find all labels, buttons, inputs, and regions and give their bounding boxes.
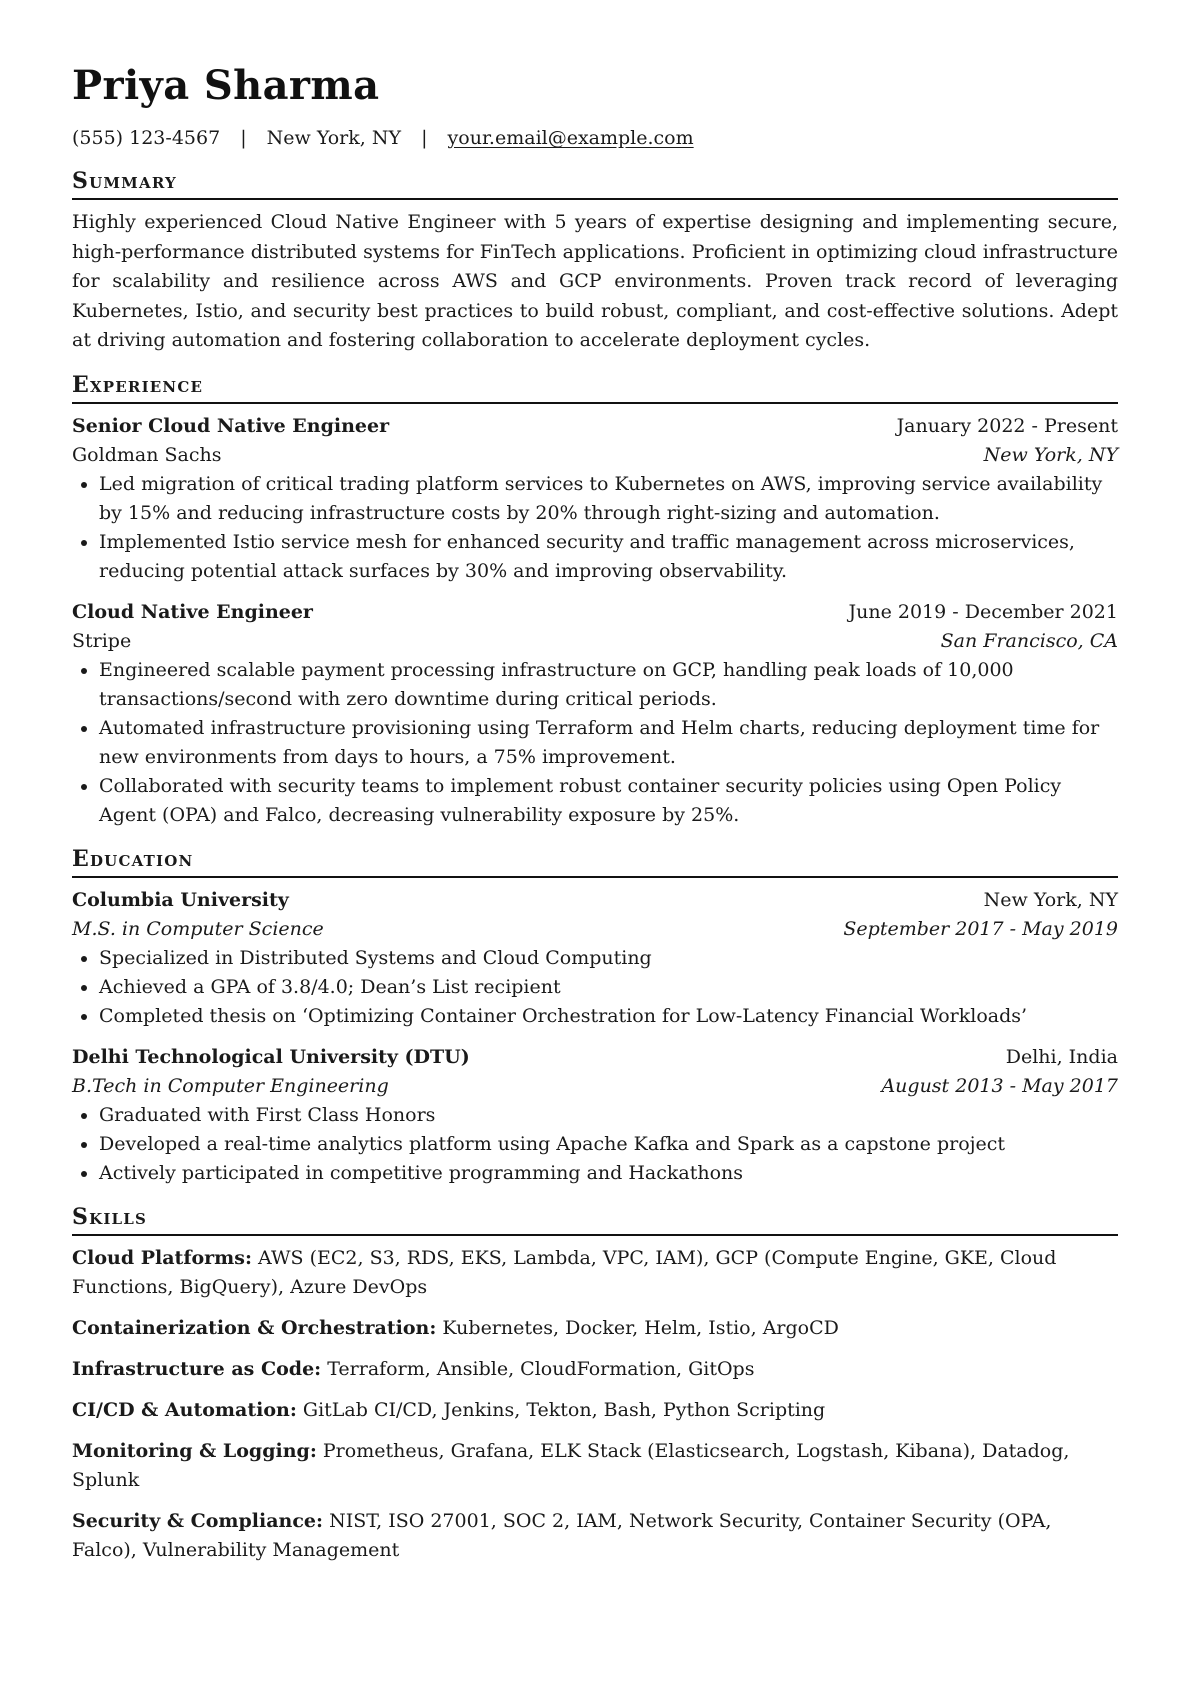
skill-group bbox=[72, 1507, 1118, 1565]
skill-value: GitLab CI/CD, Jenkins, Tekton, Bash, Python Scripting bbox=[302, 1398, 826, 1421]
skill-label: Security & Compliance: bbox=[72, 1509, 324, 1532]
list-item: • Developed a real-time analytics platform using Apache Kafka and Spark as a capstone project bbox=[99, 1130, 1118, 1159]
skill-value: Prometheus, Grafana, ELK Stack (Elasticsearch, Logstash, Kibana), Datadog, Splunk bbox=[72, 1439, 1070, 1491]
list-item: • Specialized in Distributed Systems and Cloud Computing bbox=[99, 944, 1118, 973]
school-name: Columbia University bbox=[72, 888, 289, 911]
summary-section bbox=[72, 166, 1118, 356]
skill-label: Cloud Platforms: bbox=[72, 1246, 252, 1269]
job-entry bbox=[72, 412, 1118, 586]
skill-group bbox=[72, 1314, 1118, 1343]
school-location: New York, NY bbox=[983, 888, 1118, 911]
list-item: • Graduated with First Class Honors bbox=[99, 1101, 1118, 1130]
section-title-experience: Experience bbox=[72, 370, 1118, 404]
skill-group bbox=[72, 1437, 1118, 1495]
job-entry bbox=[72, 598, 1118, 830]
skill-group bbox=[72, 1396, 1118, 1425]
list-item: • Actively participated in competitive programming and Hackathons bbox=[99, 1159, 1118, 1188]
section-title-education: Education bbox=[72, 844, 1118, 878]
skill-value: AWS (EC2, S3, RDS, EKS, Lambda, VPC, IAM), GCP (Compute Engine, GKE, Cloud Functions, BigQuery), Azure DevOps bbox=[72, 1246, 1057, 1298]
education-entry bbox=[72, 1043, 1118, 1188]
list-item: • Achieved a GPA of 3.8/4.0; Dean’s List recipient bbox=[99, 973, 1118, 1002]
section-title-skills: Skills bbox=[72, 1202, 1118, 1236]
contact-separator: | bbox=[240, 127, 247, 149]
job-role: Cloud Native Engineer bbox=[72, 600, 313, 623]
list-item: • Engineered scalable payment processing infrastructure on GCP, handling peak loads of 10,000 transactions/second with zero downtime during critical periods. bbox=[99, 656, 1118, 714]
list-item: • Led migration of critical trading platform services to Kubernetes on AWS, improving service availability by 15% and reducing infrastructure costs by 20% through right-sizing and automation. bbox=[99, 470, 1118, 528]
job-company: Goldman Sachs bbox=[72, 443, 222, 466]
list-item: • Collaborated with security teams to implement robust container security policies using Open Policy Agent (OPA) and Falco, decreasing vulnerability exposure by 25%. bbox=[99, 772, 1118, 830]
education-bullets bbox=[72, 944, 1118, 1031]
education-dates: September 2017 - May 2019 bbox=[843, 917, 1118, 940]
summary-text: Highly experienced Cloud Native Engineer with 5 years of expertise designing and implementing secure, high-performance distributed systems for FinTech applications. Proficient in optimizing cloud infrastructure for scalability and resilience across AWS and GCP environments. Proven track record of leveraging Kubernetes, Istio, and security best practices to build robust, compliant, and cost-effective solutions. Adept at driving automation and fostering collaboration to accelerate deployment cycles. bbox=[72, 211, 1118, 351]
skill-label: Containerization & Orchestration: bbox=[72, 1316, 437, 1339]
degree-name: M.S. in Computer Science bbox=[72, 917, 324, 940]
skill-value: NIST, ISO 27001, SOC 2, IAM, Network Security, Container Security (OPA, Falco), Vulnerability Management bbox=[72, 1509, 1052, 1561]
resume-header bbox=[72, 58, 1118, 152]
skill-label: Infrastructure as Code: bbox=[72, 1357, 322, 1380]
list-item: • Completed thesis on ‘Optimizing Container Orchestration for Low-Latency Financial Workloads’ bbox=[99, 1002, 1118, 1031]
resume-page bbox=[72, 58, 1118, 1577]
location-text: New York, NY bbox=[266, 127, 402, 149]
school-name: Delhi Technological University (DTU) bbox=[72, 1045, 470, 1068]
list-item: • Implemented Istio service mesh for enhanced security and traffic management across microservices, reducing potential attack surfaces by 30% and improving observability. bbox=[99, 528, 1118, 586]
education-dates: August 2013 - May 2017 bbox=[881, 1074, 1118, 1097]
degree-name: B.Tech in Computer Engineering bbox=[72, 1074, 389, 1097]
candidate-name: Priya Sharma bbox=[72, 62, 380, 109]
job-location: San Francisco, CA bbox=[940, 629, 1118, 652]
contact-line bbox=[72, 124, 1118, 152]
skill-label: CI/CD & Automation: bbox=[72, 1398, 297, 1421]
job-company: Stripe bbox=[72, 629, 132, 652]
skill-group bbox=[72, 1244, 1118, 1302]
job-bullets bbox=[72, 656, 1118, 830]
skills-section bbox=[72, 1202, 1118, 1565]
job-bullets bbox=[72, 470, 1118, 586]
skill-group bbox=[72, 1355, 1118, 1384]
job-location: New York, NY bbox=[983, 443, 1118, 466]
list-item: • Automated infrastructure provisioning using Terraform and Helm charts, reducing deployment time for new environments from days to hours, a 75% improvement. bbox=[99, 714, 1118, 772]
job-dates: June 2019 - December 2021 bbox=[848, 600, 1118, 623]
experience-section bbox=[72, 370, 1118, 830]
education-entry bbox=[72, 886, 1118, 1031]
contact-separator: | bbox=[421, 127, 428, 149]
section-title-summary: Summary bbox=[72, 166, 1118, 200]
phone-number: (555) 123-4567 bbox=[72, 127, 221, 149]
job-dates: January 2022 - Present bbox=[896, 414, 1118, 437]
skill-value: Kubernetes, Docker, Helm, Istio, ArgoCD bbox=[442, 1316, 839, 1339]
skill-label: Monitoring & Logging: bbox=[72, 1439, 317, 1462]
skill-value: Terraform, Ansible, CloudFormation, GitOps bbox=[327, 1357, 755, 1380]
education-bullets bbox=[72, 1101, 1118, 1188]
job-role: Senior Cloud Native Engineer bbox=[72, 414, 390, 437]
education-section bbox=[72, 844, 1118, 1188]
school-location: Delhi, India bbox=[1005, 1045, 1118, 1068]
email-link[interactable]: your.email@example.com bbox=[447, 127, 694, 149]
